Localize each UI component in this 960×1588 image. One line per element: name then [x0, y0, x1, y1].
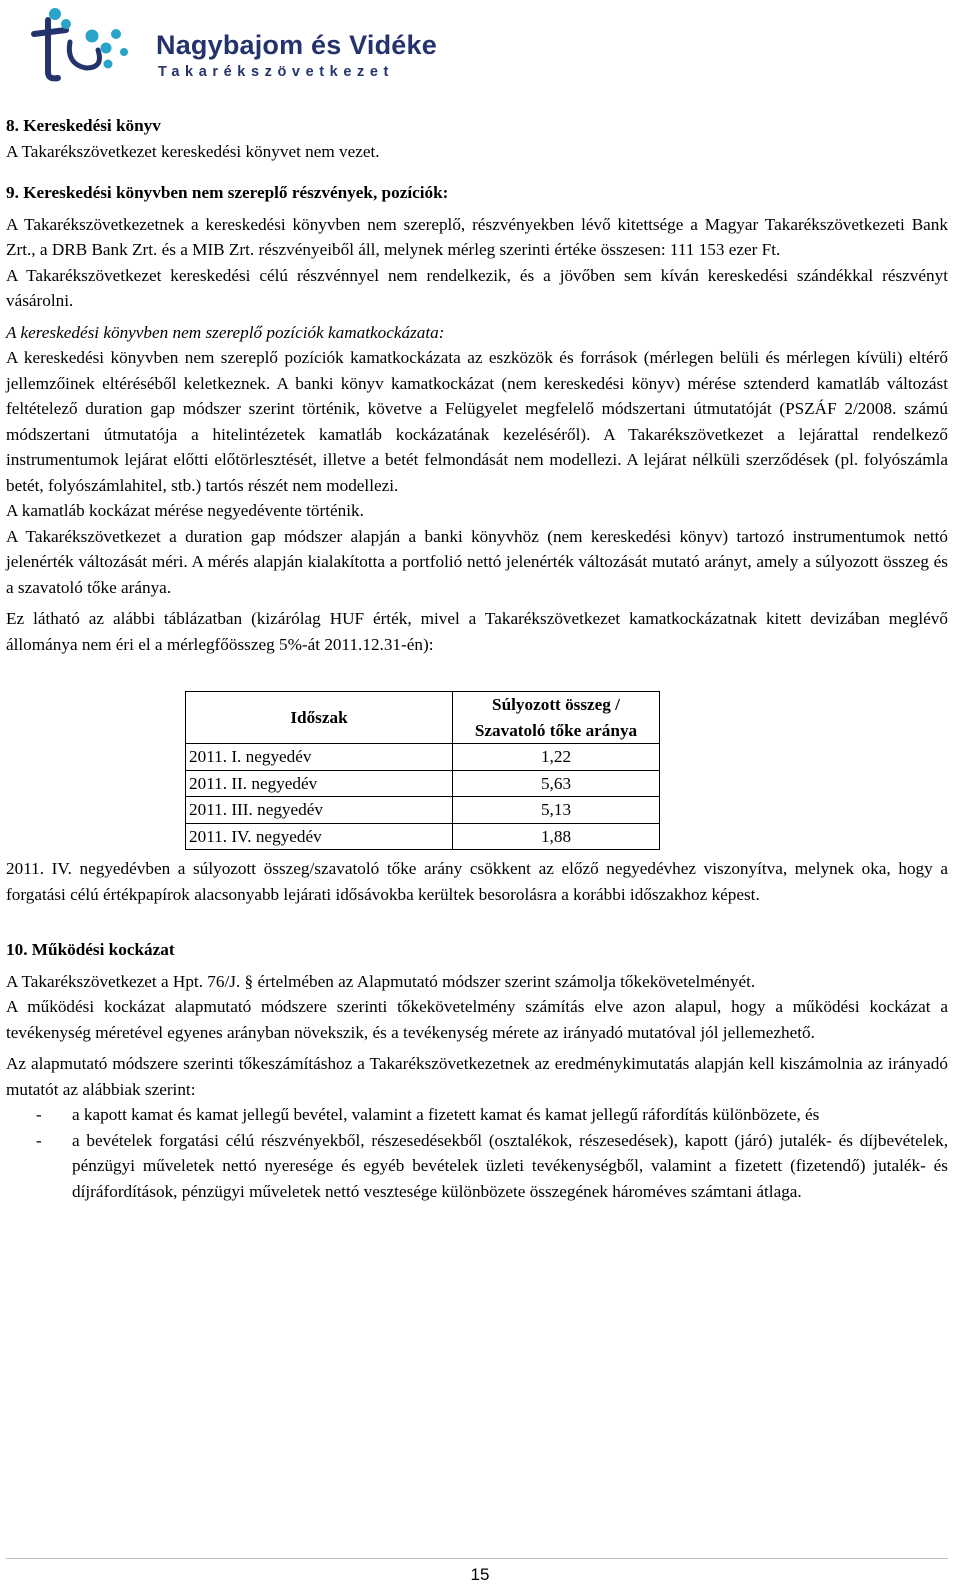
section-10-paragraph-1: A Takarékszövetkezet a Hpt. 76/J. § értelmében az Alapmutató módszer szerint számolja tőkekövetelményét.	[6, 971, 756, 991]
list-item	[6, 1128, 948, 1205]
interest-risk-subheading: A kereskedési könyvben nem szereplő pozíciók kamatkockázata:	[6, 322, 445, 342]
footer-divider	[6, 1558, 948, 1559]
list-dash: -	[36, 1130, 42, 1150]
list-item-text: a bevételek forgatási célú részvényekből, részesedésekből (osztalékok, részesedések), kapott (járó) jutalék- és díjbevételek, pénzügyi műveletek nettó nyeresége és egyéb bevételek üzleti tevékenységből, valamint a fizetett (fizetendő) jutalék- és díjráfordítások, pénzügyi műveletek nettó vesztesége különbözete összegének hároméves számtani átlaga.	[72, 1130, 948, 1201]
list-dash: -	[36, 1105, 42, 1124]
column-header-period: Időszak	[186, 692, 453, 744]
section-9-paragraph-5: A Takarékszövetkezet a duration gap módszer alapján a banki könyvhöz (nem kereskedési könyv) tartozó instrumentumok nettó jelenérték változását méri. A mérés alapján kialakította a portfolió nettó jelenérték változását mutató arányt, amely a súlyozott összeg és a szavatoló tőke aránya.	[6, 526, 948, 597]
list-item	[6, 1102, 948, 1128]
table-row	[186, 823, 660, 850]
section-9-heading: 9. Kereskedési könyvben nem szereplő részvények, pozíciók:	[6, 183, 449, 202]
table-cell-value: 5,63	[453, 770, 660, 797]
section-10-heading: 10. Működési kockázat	[6, 940, 175, 959]
section-10-paragraph-2: A működési kockázat alapmutató módszere szerinti tőkekövetelmény számítás elve azon alapul, hogy a működési kockázat a tevékenység méretével egyenes arányban növekszik, és a tevékenység mérete az irányadó mutatóval jól jellemezhető.	[6, 997, 948, 1042]
column-header-ratio: Súlyozott összeg / Szavatoló tőke aránya	[453, 692, 660, 744]
table-row	[186, 744, 660, 771]
section-9-paragraph-7: 2011. IV. negyedévben a súlyozott összeg/szavatoló tőke arány csökkent az előző negyedévhez viszonyítva, melynek oka, hogy a forgatási célú értékpapírok alacsonyabb lejárati idősávokba kerültek besorolásra a korábbi időszakhoz képest.	[6, 859, 948, 904]
table-cell-value: 1,22	[453, 744, 660, 771]
section-10-paragraph-3: Az alapmutató módszere szerinti tőkeszámításhoz a Takarékszövetkezetnek az eredménykimutatás alapján kell kiszámolnia az irányadó mutatót az alábbiak szerint:	[6, 1054, 948, 1099]
section-9-paragraph-4: A kamatláb kockázat mérése negyedévente történik.	[6, 501, 364, 520]
table-cell-period: 2011. II. negyedév	[186, 770, 453, 797]
section-8-paragraph: A Takarékszövetkezet kereskedési könyvet nem vezet.	[6, 141, 380, 161]
table-header-row	[186, 692, 660, 744]
logo-subtitle: Takarékszövetkezet	[158, 64, 394, 80]
table-cell-period: 2011. I. negyedév	[186, 744, 453, 771]
header-logo	[8, 2, 478, 84]
table-cell-period: 2011. IV. negyedév	[186, 823, 453, 850]
page-number: 15	[470, 1565, 490, 1584]
logo-name: Nagybajom és Vidéke	[156, 30, 437, 60]
table-cell-value: 1,88	[453, 823, 660, 850]
table-cell-period: 2011. III. negyedév	[186, 797, 453, 824]
section-9-paragraph-3: A kereskedési könyvben nem szereplő pozíciók kamatkockázata az eszközök és források (mérlegen belüli és mérlegen kívüli) eltérő jellemzőinek eltéréséből keletkeznek. A banki könyv kamatkockázat (nem kereskedési könyv) mérése sztenderd kamatláb változást feltételező duration gap módszer szerint történik, követve a Felügyelet megfelelő módszertani útmutatóját (PSZÁF 2/2008. számú módszertani útmutatója a hitelintézetek kamatláb kockázatának kezeléséről). A Takarékszövetkezet a lejárattal rendelkező instrumentumok lejárat előtti előtörlesztését, illetve a betét felmondását nem modellezi. A lejárat nélküli szerződések (pl. folyószámla betét, folyószámlahitel, stb.) tartós részét nem modellezi.	[6, 348, 948, 495]
section-9-paragraph-2: A Takarékszövetkezet kereskedési célú részvénnyel nem rendelkezik, és a jövőben sem kíván kereskedési szándékkal részvényt vásárolni.	[6, 265, 948, 310]
table-row	[186, 797, 660, 824]
interest-rate-risk-table	[185, 691, 660, 850]
section-8-heading: 8. Kereskedési könyv	[6, 116, 161, 135]
document-body	[6, 113, 948, 1204]
logo-emblem-icon	[8, 2, 148, 84]
table-row	[186, 770, 660, 797]
list-item-text: a kapott kamat és kamat jellegű bevétel, valamint a fizetett kamat és kamat jellegű ráfordítás különbözete, és	[72, 1105, 820, 1124]
section-9-paragraph-6: Ez látható az alábbi táblázatban (kizárólag HUF érték, mivel a Takarékszövetkezet kamatkockázatnak kitett devizában meglévő állománya nem éri el a mérlegfőösszeg 5%-át 2011.12.31-én):	[6, 609, 948, 654]
section-9-paragraph-1: A Takarékszövetkezetnek a kereskedési könyvben nem szereplő, részvényekben lévő kitettsége a Magyar Takarékszövetkezeti Bank Zrt., a DRB Bank Zrt. és a MIB Zrt. részvényeiből áll, melynek mérleg szerinti értéke összesen: 111 153 ezer Ft.	[6, 214, 948, 259]
table-cell-value: 5,13	[453, 797, 660, 824]
